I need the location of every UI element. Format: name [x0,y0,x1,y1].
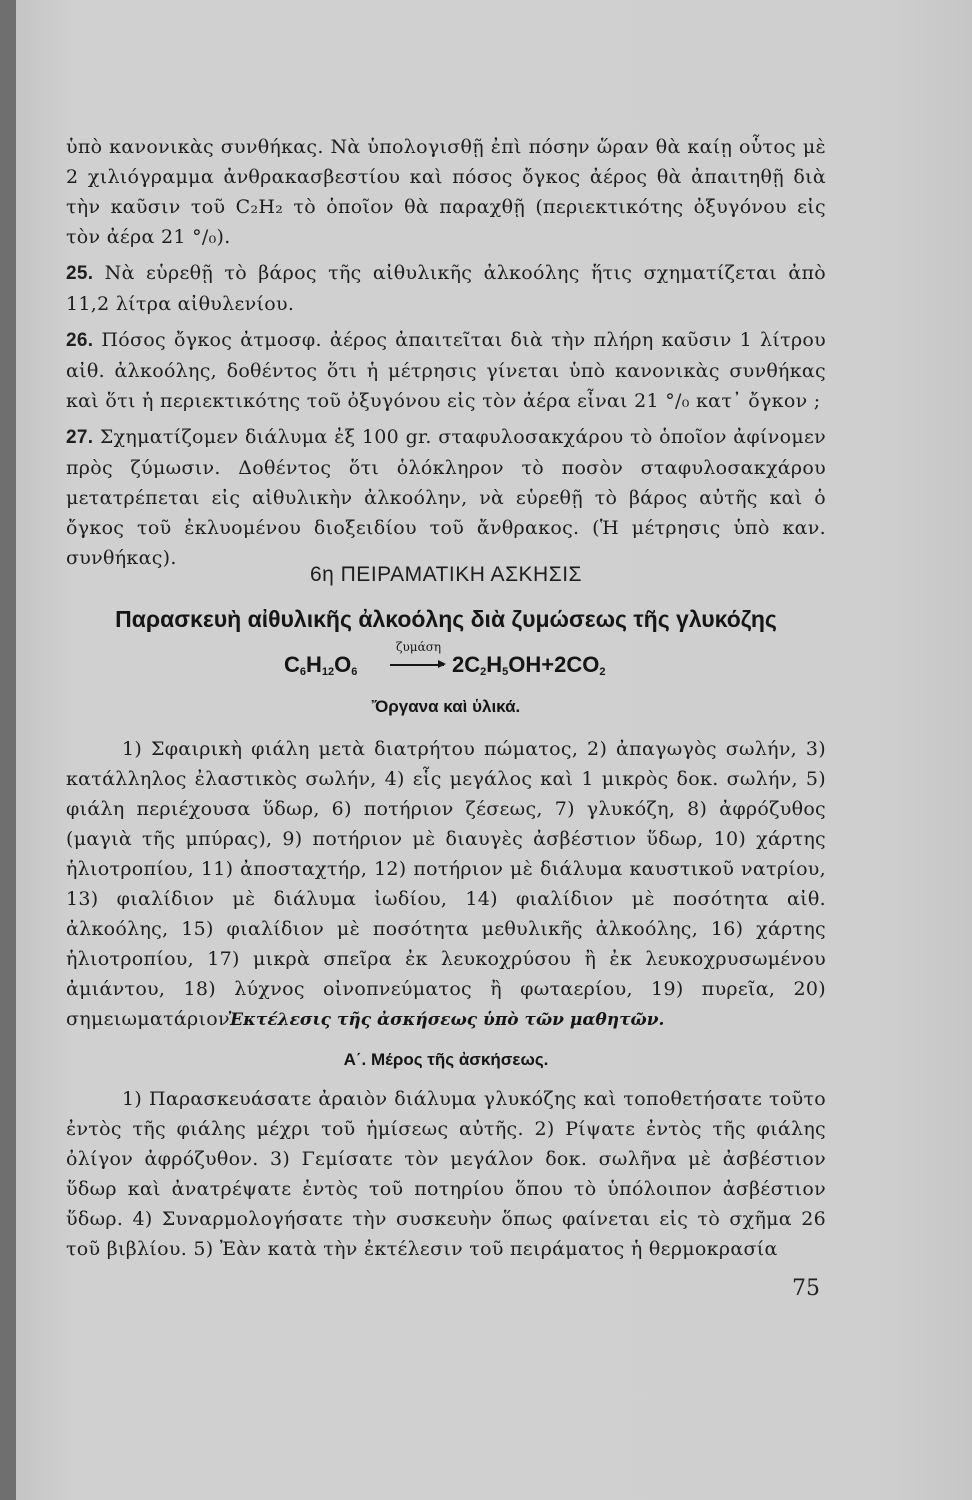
problems-section [66,132,826,579]
problem-25-number: 25. [66,263,94,284]
page-number: 75 [792,1276,820,1301]
exercise-label: 6η ΠΕΙΡΑΜΑΤΙΚΗ ΑΣΚΗΣΙΣ [309,563,583,586]
problem-27-text: Σχηματίζομεν διάλυμα ἐξ 100 gr. σταφυλοσακχάρου τὸ ὁποῖον ἀφίνομεν πρὸς ζύμωσιν. Δοθέντος ὅτι ὁλόκληρον τὸ ποσὸν σταφυλοσακχάρου μετατρέπεται εἰς αἰθυλικὴν ἀλκοόλην, νὰ εὑρεθῇ τὸ βάρος αὐτῆς καὶ ὁ ὄγκος τοῦ ἐκλυομένου διοξειδίου τοῦ ἄνθρακος. (Ἡ μέτρησις ὑπὸ καν. συνθήκας). [66,426,827,569]
problem-25-text: Νὰ εὑρεθῇ τὸ βάρος τῆς αἰθυλικῆς ἀλκοόλης ἥτις σχηματίζεται ἀπὸ 11,2 λίτρα αἰθυλενίου. [66,262,826,315]
materials-list: 1) Σφαιρικὴ φιάλη μετὰ διατρήτου πώματος, 2) ἀπαγωγὸς σωλήν, 3) κατάλληλος ἐλαστικὸς σωλήν, 4) εἷς μεγάλος καὶ 1 μικρὸς δοκ. σωλήν, 5) φιάλη περιέχουσα ὕδωρ, 6) ποτήριον ζέσεως, 7) γλυκόζη, 8) ἀφρόζυθος (μαγιὰ τῆς μπύρας), 9) ποτήριον μὲ διαυγὲς ἀσβέστιον ὕδωρ, 10) χάρτης ἡλιοτροπίου, 11) ἀποσταχτήρ, 12) ποτήριον μὲ διάλυμα καυστικοῦ νατρίου, 13) φιαλίδιον μὲ διάλυμα ἰωδίου, 14) φιαλίδιον μὲ ποσότητα αἰθ. ἀλκοόλης, 15) φιαλίδιον μὲ ποσότητα μεθυλικῆς ἀλκοόλης, 16) χάρτης ἡλιοτροπίου, 17) μικρὰ σπεῖρα ἐκ λευκοχρύσου ἢ ἐκ λευκοχρυσωμένου ἀμιάντου, 18) λύχνος οἰνοπνεύματος ἢ φωταερίου, 19) πυρεῖα, 20) σημειωματάριον. [66,738,826,1030]
materials-heading: Ὄργανα καὶ ὑλικά. [371,697,521,716]
arrow-label: ζυμάση [396,640,442,654]
products: $2C_2H_5OH+2CO_2$ [452,652,606,678]
problem-24-continuation: ὑπὸ κανονικὰς συνθήκας. Νὰ ὑπολογισθῇ ἐπὶ πόσην ὥραν θὰ καίῃ οὗτος μὲ 2 χιλιόγραμμα ἀνθρακασβεστίου καὶ πόσος ὄγκος ἀέρος θὰ ἀπαιτηθῇ διὰ τὴν καῦσιν τοῦ C₂H₂ τὸ ὁποῖον θὰ παραχθῇ (περιεκτικότης ὀξυγόνου εἰς τὸν ἀέρα 21 °/₀). [66,136,826,248]
problem-26 [66,325,826,416]
execution-steps: 1) Παρασκευάσατε ἀραιὸν διάλυμα γλυκόζης καὶ τοποθετήσατε τοῦτο ἐντὸς τῆς φιάλης μέχρι τοῦ ἡμίσεως αὐτῆς. 2) Ρίψατε ἐντὸς τῆς φιάλης ὀλίγον ἀφρόζυθον. 3) Γεμίσατε τὸν μεγάλον δοκ. σωλῆνα μὲ ἀσβέστιον ὕδωρ καὶ ἀνατρέψατε ἐντὸς τοῦ ποτηρίου ὅπου τὸ ὑπόλοιπον ἀσβέστιον ὕδωρ. 4) Συναρμολογήσατε τὴν συσκευὴν ὅπως φαίνεται εἰς τὸ σχῆμα 26 τοῦ βιβλίου. 5) Ἐὰν κατὰ τὴν ἐκτέλεσιν τοῦ πειράματος ἡ θερμοκρασία [66,1088,826,1260]
problem-25 [66,258,826,319]
problem-26-number: 26. [66,330,94,351]
problem-26-text: Πόσος ὄγκος ἀτμοσφ. ἀέρος ἀπαιτεῖται διὰ τὴν πλήρη καῦσιν 1 λίτρου αἰθ. ἀλκοόλης, δοθέντος ὅτι ἡ μέτρησις γίνεται ὑπὸ κανονικὰς συνθήκας καὶ ὅτι ἡ περιεκτικότης τοῦ ὀξυγόνου εἰς τὸν ἀέρα εἶναι 21 °/₀ κατ᾽ ὄγκον ; [66,329,827,412]
problem-27 [66,422,826,573]
reactant-glucose: $C_6H_{12}O_6$ [284,652,358,678]
execution-section [66,1084,826,1270]
materials-section [66,734,826,1040]
problem-27-number: 27. [66,427,94,448]
exercise-title: Παρασκευὴ αἰθυλικῆς ἀλκοόλης διὰ ζυμώσεως τῆς γλυκόζης [115,606,777,632]
chemical-equation [284,640,704,690]
part-a-heading: Α΄. Μέρος τῆς ἀσκήσεως. [343,1050,549,1069]
reaction-arrow-icon [390,664,444,666]
book-page [16,0,972,1500]
execution-heading: Ἐκτέλεσις τῆς ἀσκήσεως ὑπὸ τῶν μαθητῶν. [227,1010,665,1030]
